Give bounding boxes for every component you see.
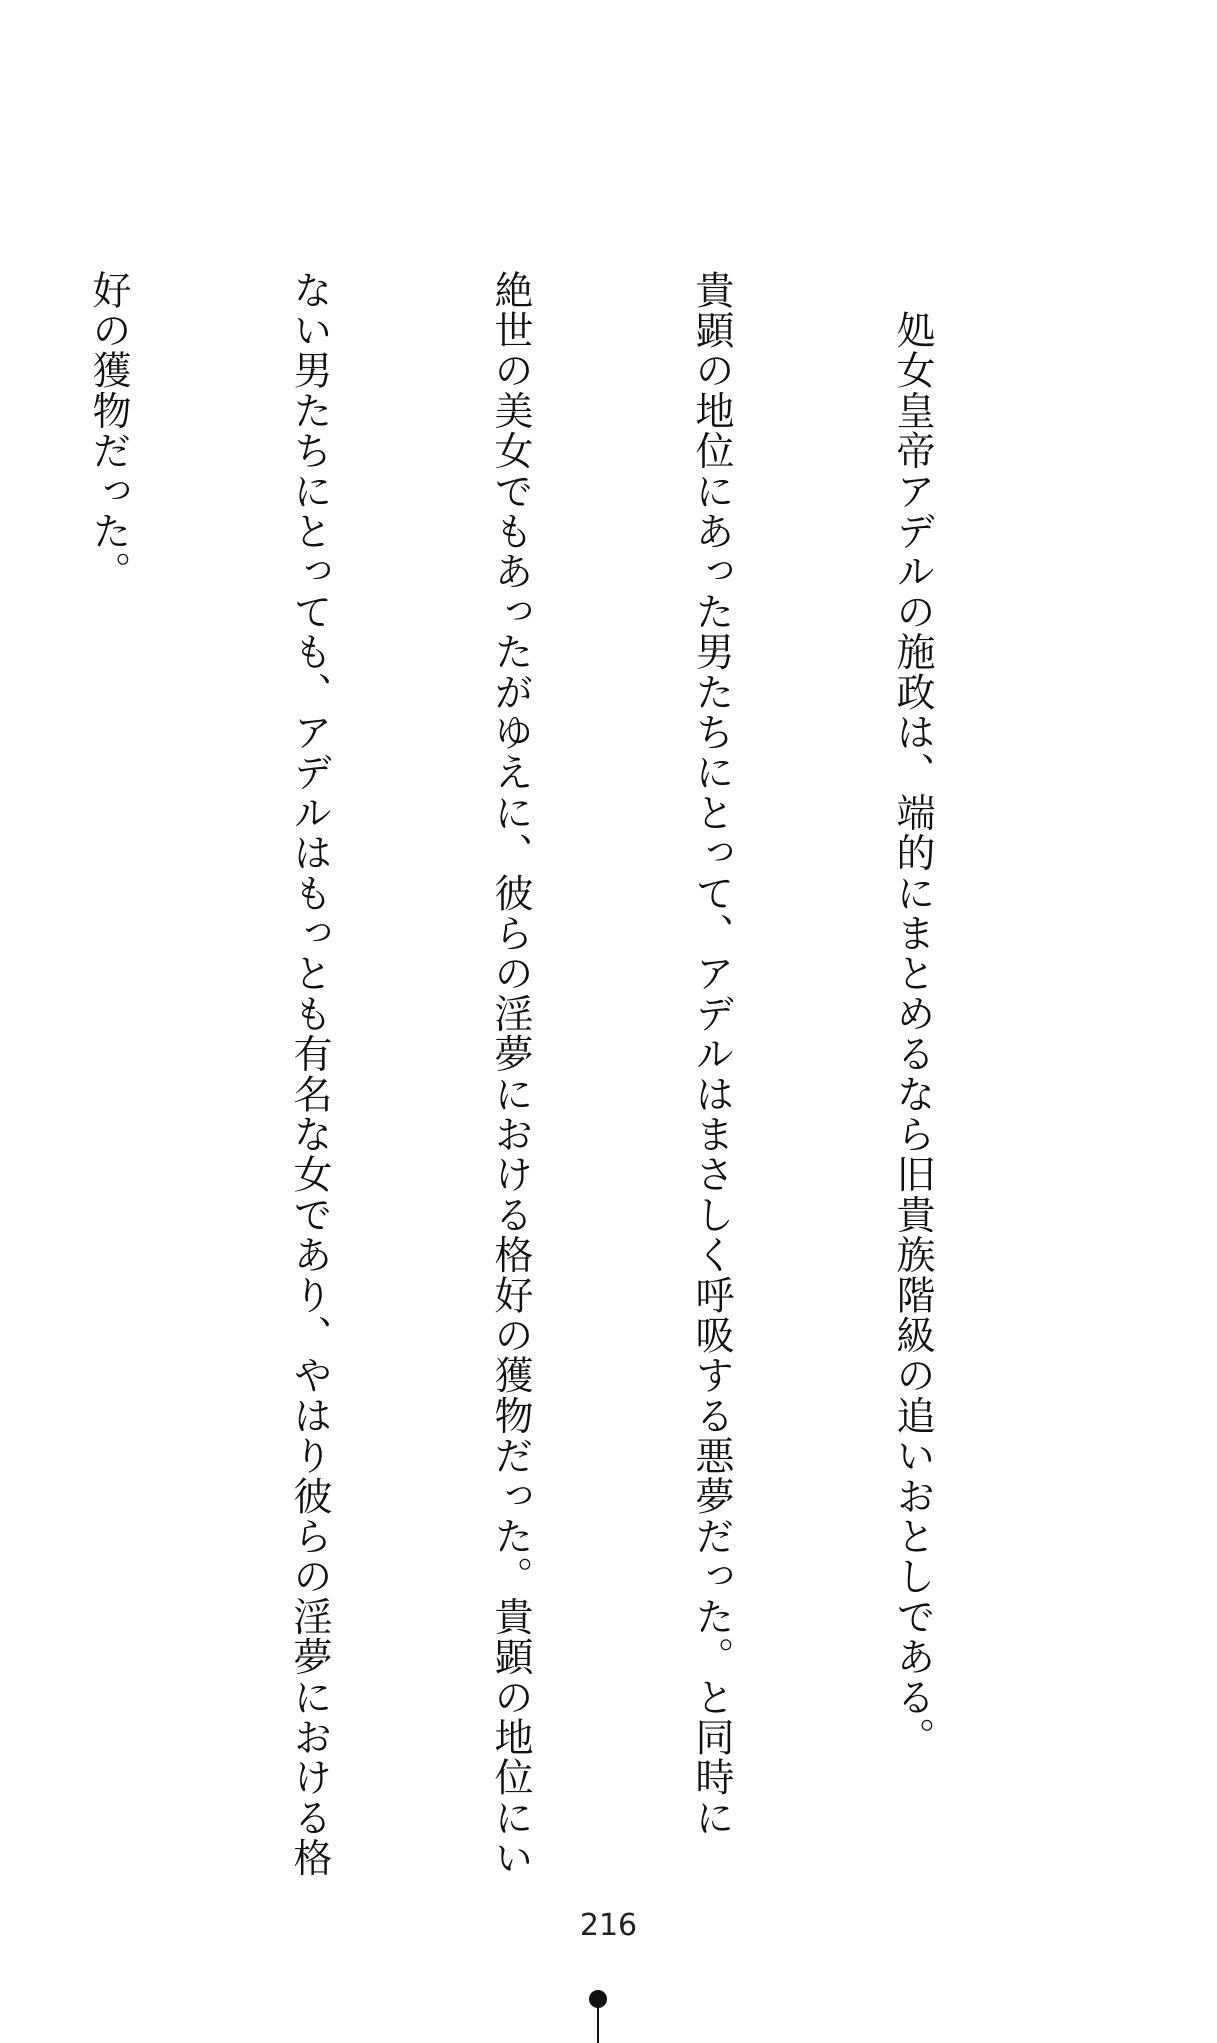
text-line: ない男たちにとっても、アデルはもっとも有名な女であり、やはり彼らの淫夢における格 <box>287 270 332 1878</box>
text-line: 絶世の美女でもあったがゆえに、彼らの淫夢における格好の獲物だった。貴顕の地位にい <box>488 270 533 1878</box>
text-line: 貴顕の地位にあった男たちにとって、アデルはまさしく呼吸する悪夢だった。と同時に <box>689 270 734 1838</box>
text-line: 好の獲物だった。 <box>86 270 131 592</box>
page-marker-stem <box>597 2006 599 2043</box>
body-text <box>0 270 1080 1878</box>
text-line: 処女皇帝アデルの施政は、端的にまとめるなら旧貴族階級の追いおとしである。 <box>890 270 935 1758</box>
page-number: 216 <box>579 1908 638 1943</box>
